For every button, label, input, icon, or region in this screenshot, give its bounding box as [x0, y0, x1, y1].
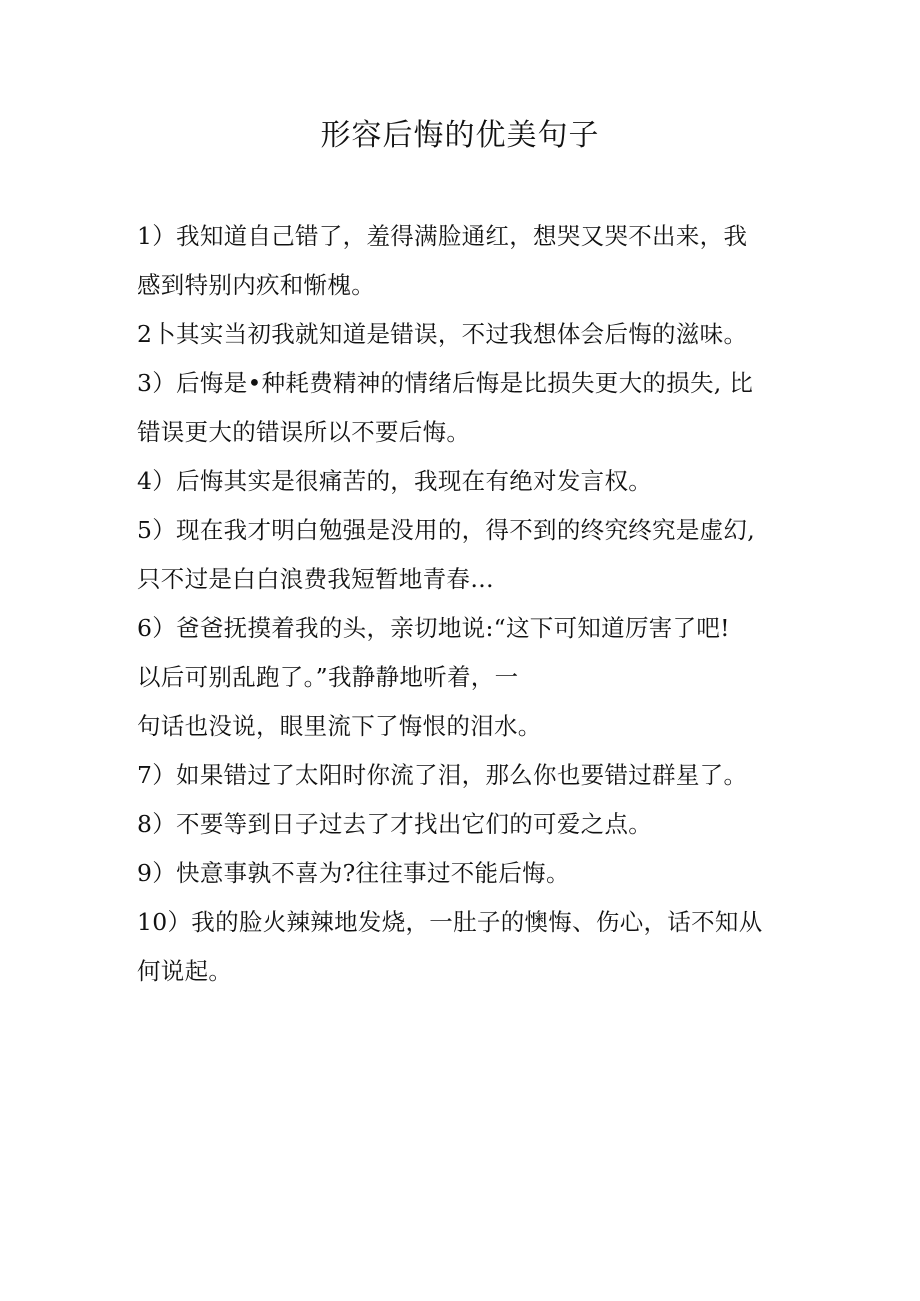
text-line-3: 2卜其实当初我就知道是错误，不过我想体会后悔的滋味。: [137, 320, 748, 348]
text-line-9: 6）爸爸抚摸着我的头，亲切地说:“这下可知道厉害了吧!: [137, 614, 730, 642]
text-line-16: 何说起。: [137, 957, 233, 985]
document-title: 形容后悔的优美句子: [320, 118, 600, 153]
text-line-13: 8）不要等到日子过去了才找出它们的可爱之点。: [137, 810, 653, 838]
text-line-4: 3）后悔是•种耗费精神的情绪后悔是比损失更大的损失, 比: [137, 369, 754, 397]
text-line-10: 以后可别乱跑了。”我静静地听着，一: [137, 663, 519, 691]
document-body: [137, 214, 797, 998]
text-line-5: 错误更大的错误所以不要后悔。: [137, 418, 471, 446]
text-line-2: 感到特别内疚和惭槐。: [137, 271, 375, 299]
text-line-1: 1）我知道自己错了，羞得满脸通红，想哭又哭不出来，我: [137, 222, 748, 250]
text-line-11: 句话也没说，眼里流下了悔恨的泪水。: [137, 712, 542, 740]
text-line-6: 4）后悔其实是很痛苦的，我现在有绝对发言权。: [137, 467, 653, 495]
text-line-14: 9）快意事孰不喜为?往往事过不能后悔。: [137, 859, 570, 887]
text-line-8: 只不过是白白浪费我短暂地青春…: [137, 565, 494, 593]
text-line-15: 10）我的脸火辣辣地发烧，一肚子的懊悔、伤心，话不知从: [137, 908, 763, 936]
text-line-12: 7）如果错过了太阳时你流了泪，那么你也要错过群星了。: [137, 761, 748, 789]
text-line-7: 5）现在我才明白勉强是没用的，得不到的终究终究是虚幻,: [137, 516, 756, 544]
